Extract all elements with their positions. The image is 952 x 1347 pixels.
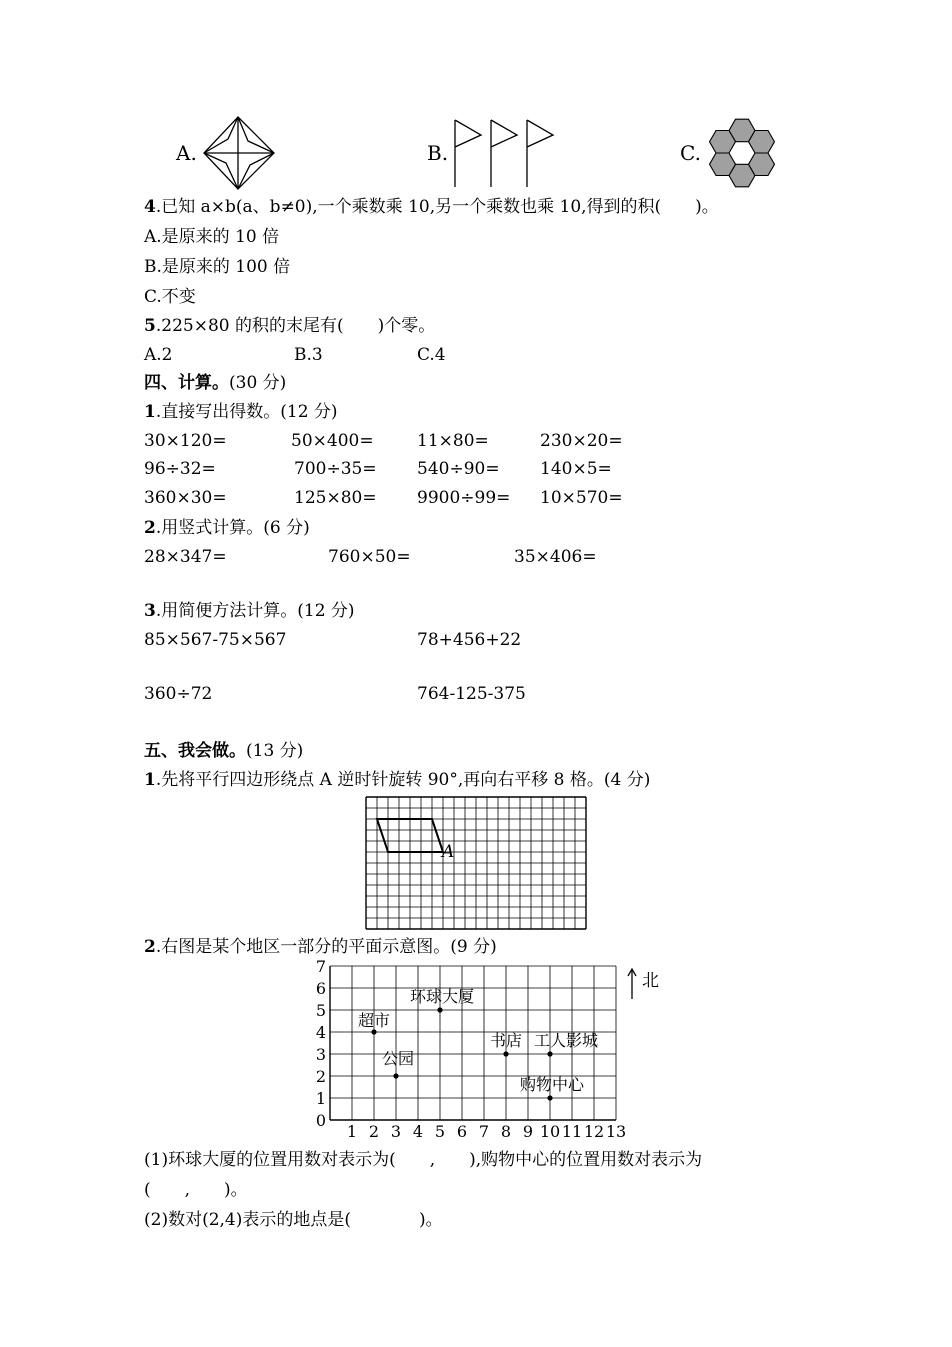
s4-question-2: 2.用竖式计算。(6 分) xyxy=(144,518,310,538)
x-tick-label: 5 xyxy=(434,1122,446,1141)
sub-question-1b: ( , )。 xyxy=(144,1180,248,1200)
vertical-calc-item: 760×50= xyxy=(328,547,411,567)
sub-question-2: (2)数对(2,4)表示的地点是( )。 xyxy=(144,1210,443,1230)
place-label: 书店 xyxy=(490,1031,523,1050)
s5-question-2: 2.右图是某个地区一部分的平面示意图。(9 分) xyxy=(144,937,497,957)
calc-item: 50×400= xyxy=(291,431,374,451)
question-4: 4.已知 a×b(a、b≠0),一个乘数乘 10,另一个乘数也乘 10,得到的积( )。 xyxy=(144,197,719,217)
s5-question-1: 1.先将平行四边形绕点 A 逆时针旋转 90°,再向右平移 8 格。(4 分) xyxy=(144,770,651,790)
x-tick-label: 2 xyxy=(368,1122,380,1141)
place-dot xyxy=(503,1051,508,1056)
q5-option-a: A.2 xyxy=(144,345,173,365)
option-c-label: C. xyxy=(680,141,701,165)
calc-item: 9900÷99= xyxy=(417,488,511,508)
y-tick-label: 0 xyxy=(315,1111,326,1130)
y-tick-label: 4 xyxy=(315,1023,326,1042)
flags-figure xyxy=(450,115,560,190)
calc-item: 360×30= xyxy=(144,488,227,508)
place-dot xyxy=(371,1029,376,1034)
x-tick-label: 11 xyxy=(561,1122,583,1141)
y-tick-label: 1 xyxy=(315,1089,326,1108)
x-tick-label: 4 xyxy=(412,1122,424,1141)
simplify-item: 360÷72 xyxy=(144,684,213,704)
section-5-heading: 五、我会做。(13 分) xyxy=(144,741,304,761)
simplify-item: 764-125-375 xyxy=(417,684,526,704)
calc-item: 10×570= xyxy=(540,488,623,508)
q4-option-a: A.是原来的 10 倍 xyxy=(144,227,280,247)
calc-item: 700÷35= xyxy=(294,459,377,479)
option-b-label: B. xyxy=(427,141,449,165)
x-tick-label: 1 xyxy=(346,1122,358,1141)
place-dot xyxy=(547,1095,552,1100)
x-tick-label: 3 xyxy=(390,1122,402,1141)
calc-item: 30×120= xyxy=(144,431,227,451)
calc-item: 125×80= xyxy=(294,488,377,508)
sub-question-1a: (1)环球大厦的位置用数对表示为( , ),购物中心的位置用数对表示为 xyxy=(144,1150,703,1170)
place-dot xyxy=(437,1007,442,1012)
place-label: 购物中心 xyxy=(520,1075,585,1094)
vertical-calc-item: 35×406= xyxy=(514,547,597,567)
x-tick-label: 12 xyxy=(583,1122,605,1141)
q4-option-c: C.不变 xyxy=(144,287,196,307)
y-tick-label: 6 xyxy=(315,979,326,998)
q4-option-b: B.是原来的 100 倍 xyxy=(144,257,291,277)
question-5: 5.225×80 的积的末尾有( )个零。 xyxy=(144,316,436,336)
simplify-item: 78+456+22 xyxy=(417,630,522,650)
y-tick-label: 5 xyxy=(315,1001,326,1020)
vertical-calc-item: 28×347= xyxy=(144,547,227,567)
y-tick-label: 3 xyxy=(315,1045,326,1064)
x-tick-label: 8 xyxy=(500,1122,512,1141)
q5-option-b: B.3 xyxy=(294,345,323,365)
place-dot xyxy=(393,1073,398,1078)
pinwheel-figure xyxy=(200,113,280,193)
calc-item: 96÷32= xyxy=(144,459,216,479)
simplify-item: 85×567-75×567 xyxy=(144,630,287,650)
place-label: 环球大厦 xyxy=(410,987,475,1006)
north-label: 北 xyxy=(642,971,659,991)
y-tick-label: 7 xyxy=(315,957,326,976)
x-tick-label: 9 xyxy=(522,1122,534,1141)
s4-question-1: 1.直接写出得数。(12 分) xyxy=(144,402,338,422)
calc-item: 540÷90= xyxy=(417,459,500,479)
s4-question-3: 3.用简便方法计算。(12 分) xyxy=(144,601,355,621)
place-label: 超市 xyxy=(358,1011,391,1030)
calc-item: 140×5= xyxy=(540,459,612,479)
q5-option-c: C.4 xyxy=(417,345,446,365)
point-a-label: A xyxy=(442,842,455,862)
rotation-grid xyxy=(365,796,587,930)
place-label: 工人影城 xyxy=(534,1031,599,1050)
x-tick-label: 7 xyxy=(478,1122,490,1141)
x-tick-label: 6 xyxy=(456,1122,468,1141)
hexagon-ring-figure xyxy=(704,116,780,190)
coordinate-map xyxy=(300,957,660,1145)
y-tick-label: 2 xyxy=(315,1067,326,1086)
place-label: 公园 xyxy=(382,1049,415,1068)
x-tick-label: 10 xyxy=(539,1122,561,1141)
place-dot xyxy=(547,1051,552,1056)
calc-item: 11×80= xyxy=(417,431,489,451)
section-4-heading: 四、计算。(30 分) xyxy=(144,373,287,393)
calc-item: 230×20= xyxy=(540,431,623,451)
x-tick-label: 13 xyxy=(605,1122,627,1141)
option-a-label: A. xyxy=(176,141,197,165)
